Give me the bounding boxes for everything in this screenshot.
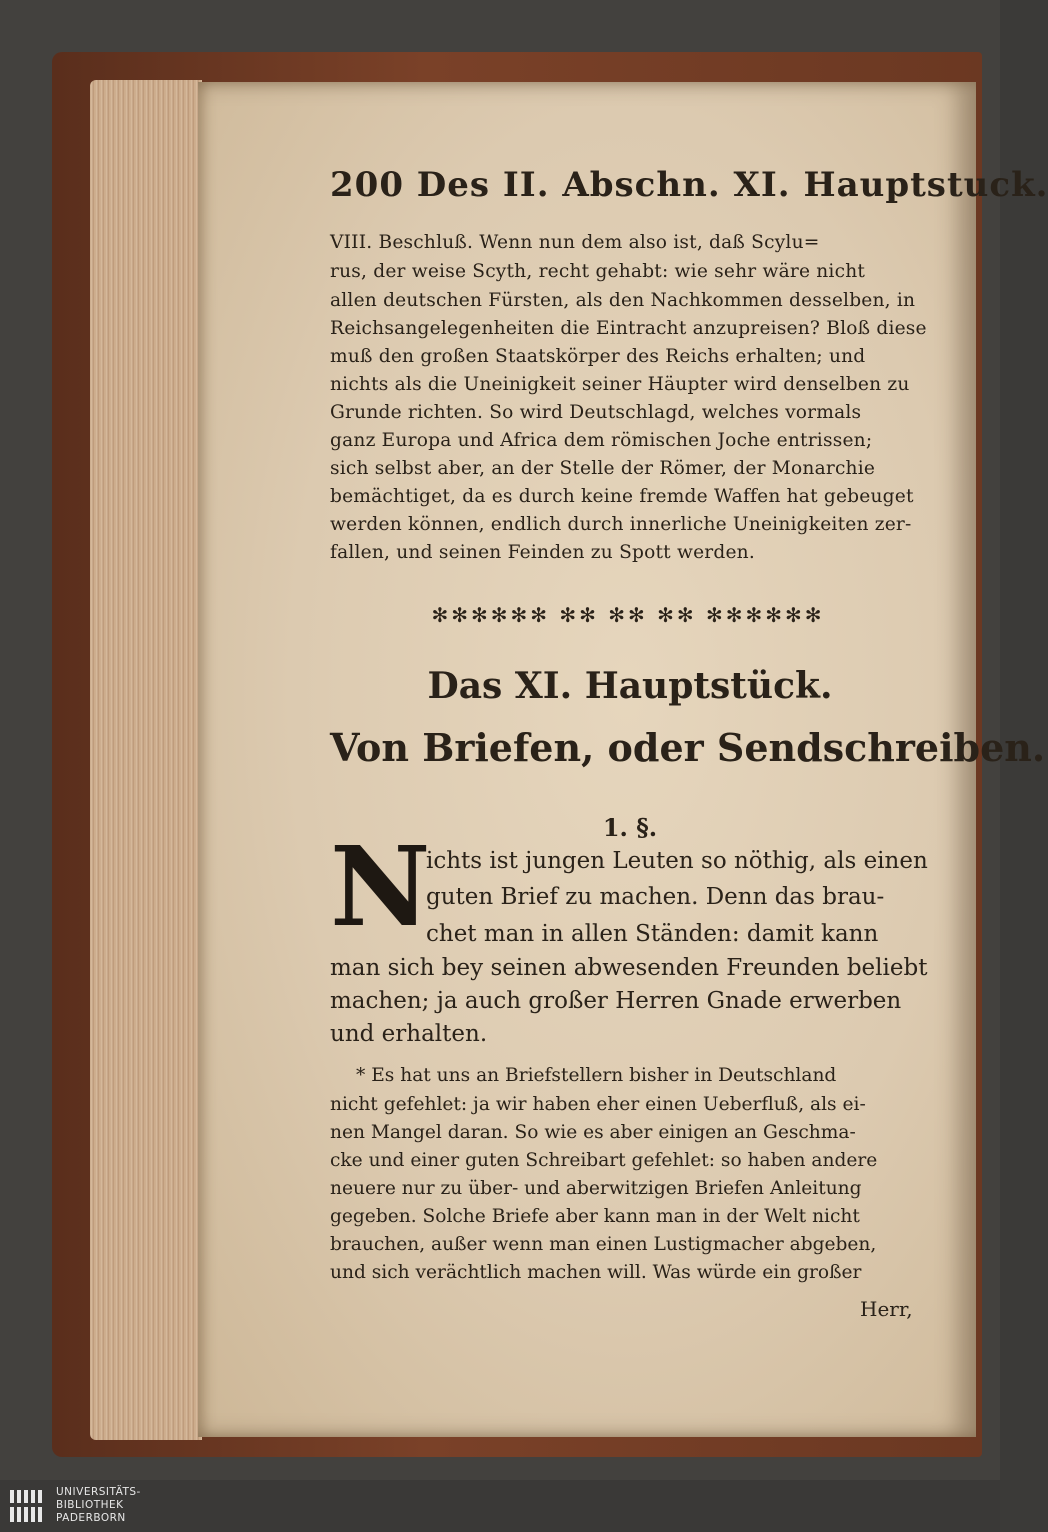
logo-line: PADERBORN — [56, 1512, 126, 1524]
text-line: fallen, und seinen Feinden zu Spott werden. — [330, 542, 755, 563]
section-mark: 1. §. — [602, 813, 658, 842]
text-line: nichts als die Uneinigkeit seiner Häupter wird denselben zu — [330, 374, 910, 395]
text-line: bemächtiget, da es durch keine fremde Waffen hat gebeuget — [330, 486, 914, 507]
text-line: machen; ja auch großer Herren Gnade erwerben — [330, 988, 902, 1014]
text-line: und sich verächtlich machen will. Was würde ein großer — [330, 1262, 862, 1283]
text-line: allen deutschen Fürsten, als den Nachkommen desselben, in — [330, 290, 916, 311]
catchword: Herr, — [860, 1297, 913, 1321]
text-line: Grunde richten. So wird Deutschlagd, welches vormals — [330, 402, 862, 423]
logo-line: UNIVERSITÄTS- — [56, 1486, 141, 1498]
text-line: und erhalten. — [330, 1021, 488, 1047]
text-line: man sich bey seinen abwesenden Freunden beliebt — [330, 955, 928, 981]
text-line: ichts ist jungen Leuten so nöthig, als einen — [426, 848, 928, 874]
text-line: werden können, endlich durch innerliche Uneinigkeiten zer- — [330, 514, 912, 535]
page-edges — [90, 80, 202, 1440]
text-line: nen Mangel daran. So wie es aber einigen an Geschma- — [330, 1122, 856, 1143]
text-line: nicht gefehlet: ja wir haben eher einen Ueberfluß, als ei- — [330, 1094, 866, 1115]
running-header: 200 Des II. Abschn. XI. Hauptstuck. — [330, 165, 1048, 205]
text-line: guten Brief zu machen. Denn das brau- — [426, 884, 885, 910]
text-line: Reichsangelegenheiten die Eintracht anzupreisen? Bloß diese — [330, 318, 927, 339]
text-line: VIII. Beschluß. Wenn nun dem also ist, daß Scylu= — [330, 232, 820, 253]
chapter-subtitle: Von Briefen, oder Sendschreiben. — [330, 725, 1046, 770]
chapter-title: Das XI. Hauptstück. — [427, 665, 833, 707]
text-line: cke und einer guten Schreibart gefehlet: so haben andere — [330, 1150, 878, 1171]
library-logo-icon — [8, 1486, 48, 1526]
text-line: gegeben. Solche Briefe aber kann man in der Welt nicht — [330, 1206, 860, 1227]
text-line: * Es hat uns an Briefstellern bisher in Deutschland — [356, 1065, 837, 1086]
library-logo-text — [56, 1486, 141, 1525]
drop-cap: N — [330, 822, 431, 951]
text-line: sich selbst aber, an der Stelle der Römer, der Monarchie — [330, 458, 876, 479]
footer-bar — [0, 1480, 1000, 1532]
text-line: ganz Europa und Africa dem römischen Joche entrissen; — [330, 430, 873, 451]
ornament-divider: ✻✻✻✻✻✻ ✻✻ ✻✻ ✻✻ ✻✻✻✻✻✻ — [431, 603, 825, 627]
text-line: chet man in allen Ständen: damit kann — [426, 921, 879, 947]
text-line: neuere nur zu über- und aberwitzigen Briefen Anleitung — [330, 1178, 862, 1199]
text-line: rus, der weise Scyth, recht gehabt: wie sehr wäre nicht — [330, 261, 866, 282]
text-line: brauchen, außer wenn man einen Lustigmacher abgeben, — [330, 1234, 877, 1255]
logo-line: BIBLIOTHEK — [56, 1499, 124, 1511]
text-line: muß den großen Staatskörper des Reichs erhalten; und — [330, 346, 866, 367]
